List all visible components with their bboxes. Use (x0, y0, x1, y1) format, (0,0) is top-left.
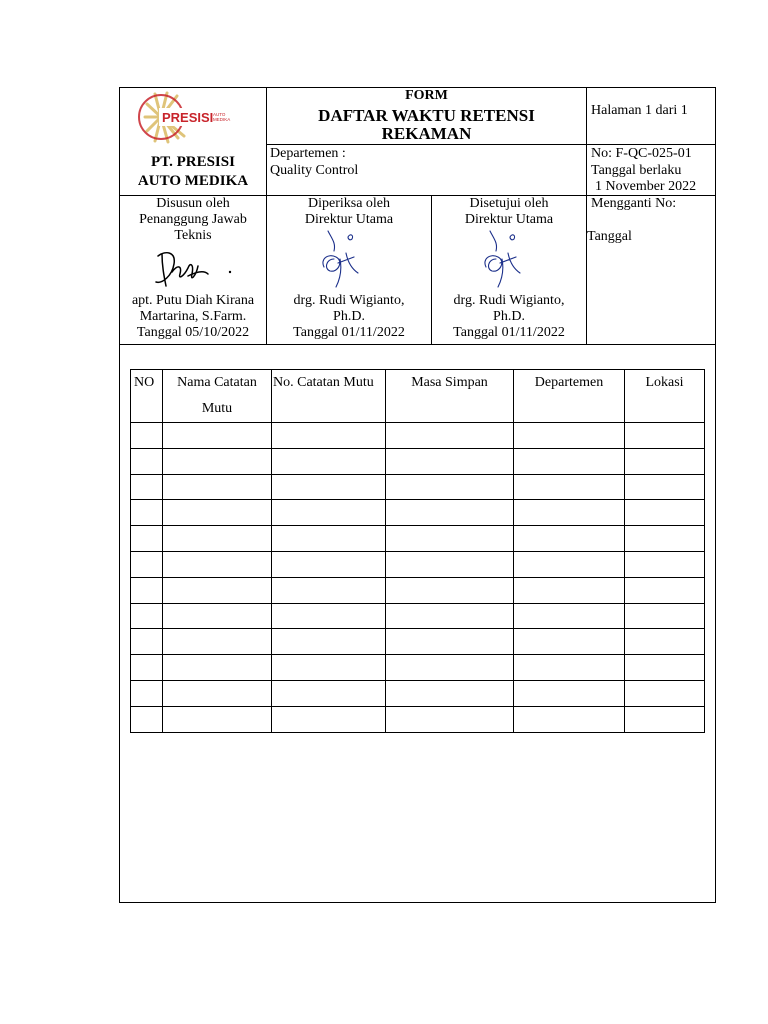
table-cell (514, 423, 625, 449)
table-cell (131, 680, 163, 706)
table-row (131, 500, 705, 526)
table-cell (625, 500, 705, 526)
table-cell (272, 448, 386, 474)
signature-checker (318, 229, 372, 291)
table-row (131, 629, 705, 655)
company-logo (131, 88, 231, 146)
table-cell (163, 577, 272, 603)
table-cell (163, 474, 272, 500)
header-divider (266, 144, 716, 145)
table-cell (272, 500, 386, 526)
table-cell (163, 551, 272, 577)
form-label: FORM (405, 88, 448, 103)
table-cell (386, 655, 514, 681)
table-cell (163, 603, 272, 629)
table-cell (163, 526, 272, 552)
table-cell (625, 680, 705, 706)
department-value: Quality Control (270, 163, 359, 178)
table-cell (272, 551, 386, 577)
signature-approver (480, 229, 534, 291)
table-cell (131, 423, 163, 449)
table-cell (131, 474, 163, 500)
table-cell (386, 551, 514, 577)
table-cell (386, 629, 514, 655)
checker-name: drg. Rudi Wigianto, Ph.D. Tanggal 01/11/2022 (293, 293, 405, 340)
table-cell (272, 680, 386, 706)
table-cell (131, 448, 163, 474)
retention-table (130, 369, 705, 733)
table-cell (131, 706, 163, 732)
effective-date: 1 November 2022 (595, 179, 697, 194)
table-cell (272, 577, 386, 603)
table-cell (131, 629, 163, 655)
table-cell (131, 526, 163, 552)
svg-text:MEDIKA: MEDIKA (213, 117, 231, 122)
table-cell (386, 448, 514, 474)
table-row (131, 680, 705, 706)
table-cell (163, 500, 272, 526)
page-info: Halaman 1 dari 1 (591, 103, 688, 118)
table-cell (163, 706, 272, 732)
table-cell (625, 603, 705, 629)
replaces-label: Mengganti No: (591, 196, 677, 211)
table-row (131, 577, 705, 603)
table-row (131, 423, 705, 449)
logo-wordmark: PRESISI (162, 110, 214, 125)
table-row (131, 526, 705, 552)
form-title: DAFTAR WAKTU RETENSI REKAMAN (318, 106, 535, 143)
table-row (131, 448, 705, 474)
table-cell (625, 448, 705, 474)
table-row (131, 551, 705, 577)
prepared-by-role: Disusun oleh Penanggung Jawab Teknis (139, 196, 247, 243)
table-cell (386, 526, 514, 552)
document-number: No: F-QC-025-01 (591, 146, 692, 161)
table-cell (386, 423, 514, 449)
table-cell (514, 577, 625, 603)
table-cell (272, 526, 386, 552)
table-cell (514, 474, 625, 500)
table-cell (272, 629, 386, 655)
table-cell (386, 500, 514, 526)
table-cell (625, 706, 705, 732)
table-cell (514, 655, 625, 681)
table-cell (272, 423, 386, 449)
table-cell (131, 551, 163, 577)
approver-name: drg. Rudi Wigianto, Ph.D. Tanggal 01/11/2022 (453, 293, 565, 340)
table-cell (272, 655, 386, 681)
table-cell (163, 629, 272, 655)
table-cell (514, 706, 625, 732)
approved-by-role: Disetujui oleh Direktur Utama (464, 196, 554, 227)
table-header-row (131, 370, 705, 423)
checked-by-role: Diperiksa oleh Direktur Utama (304, 196, 394, 227)
header-divider (119, 344, 716, 345)
column-header-location: Lokasi (625, 370, 705, 423)
table-cell (386, 680, 514, 706)
table-cell (272, 706, 386, 732)
table-row (131, 603, 705, 629)
table-cell (625, 577, 705, 603)
table-cell (514, 448, 625, 474)
column-header-record-number: No. Catatan Mutu (272, 370, 386, 423)
table-cell (163, 655, 272, 681)
svg-text:AUTO: AUTO (213, 112, 226, 117)
table-cell (386, 577, 514, 603)
table-cell (386, 706, 514, 732)
table-cell (514, 629, 625, 655)
table-cell (131, 655, 163, 681)
table-cell (514, 603, 625, 629)
table-cell (625, 474, 705, 500)
table-cell (625, 423, 705, 449)
column-header-retention-period: Masa Simpan (386, 370, 514, 423)
table-cell (163, 423, 272, 449)
table-cell (131, 577, 163, 603)
table-cell (625, 551, 705, 577)
table-cell (386, 603, 514, 629)
table-cell (514, 551, 625, 577)
table-cell (272, 474, 386, 500)
replaces-date-label: Tanggal (587, 229, 632, 244)
department-label: Departemen : (270, 146, 346, 161)
column-header-no: NO (131, 370, 163, 423)
table-cell (625, 526, 705, 552)
table-cell (514, 680, 625, 706)
table-row (131, 655, 705, 681)
column-header-department: Departemen (514, 370, 625, 423)
company-name: PT. PRESISI AUTO MEDIKA (137, 154, 249, 189)
header-divider (586, 87, 587, 344)
table-row (131, 706, 705, 732)
table-cell (514, 500, 625, 526)
table-cell (386, 474, 514, 500)
table-cell (163, 680, 272, 706)
table-cell (272, 603, 386, 629)
table-cell (131, 603, 163, 629)
table-row (131, 474, 705, 500)
table-cell (163, 448, 272, 474)
signature-preparer (152, 246, 236, 290)
preparer-name: apt. Putu Diah Kirana Martarina, S.Farm. Tanggal 05/10/2022 (131, 293, 255, 340)
table-cell (131, 500, 163, 526)
effective-label: Tanggal berlaku (591, 163, 682, 178)
table-cell (625, 629, 705, 655)
table-cell (625, 655, 705, 681)
table-cell (514, 526, 625, 552)
column-header-record-name: Nama Catatan Mutu (163, 370, 272, 423)
